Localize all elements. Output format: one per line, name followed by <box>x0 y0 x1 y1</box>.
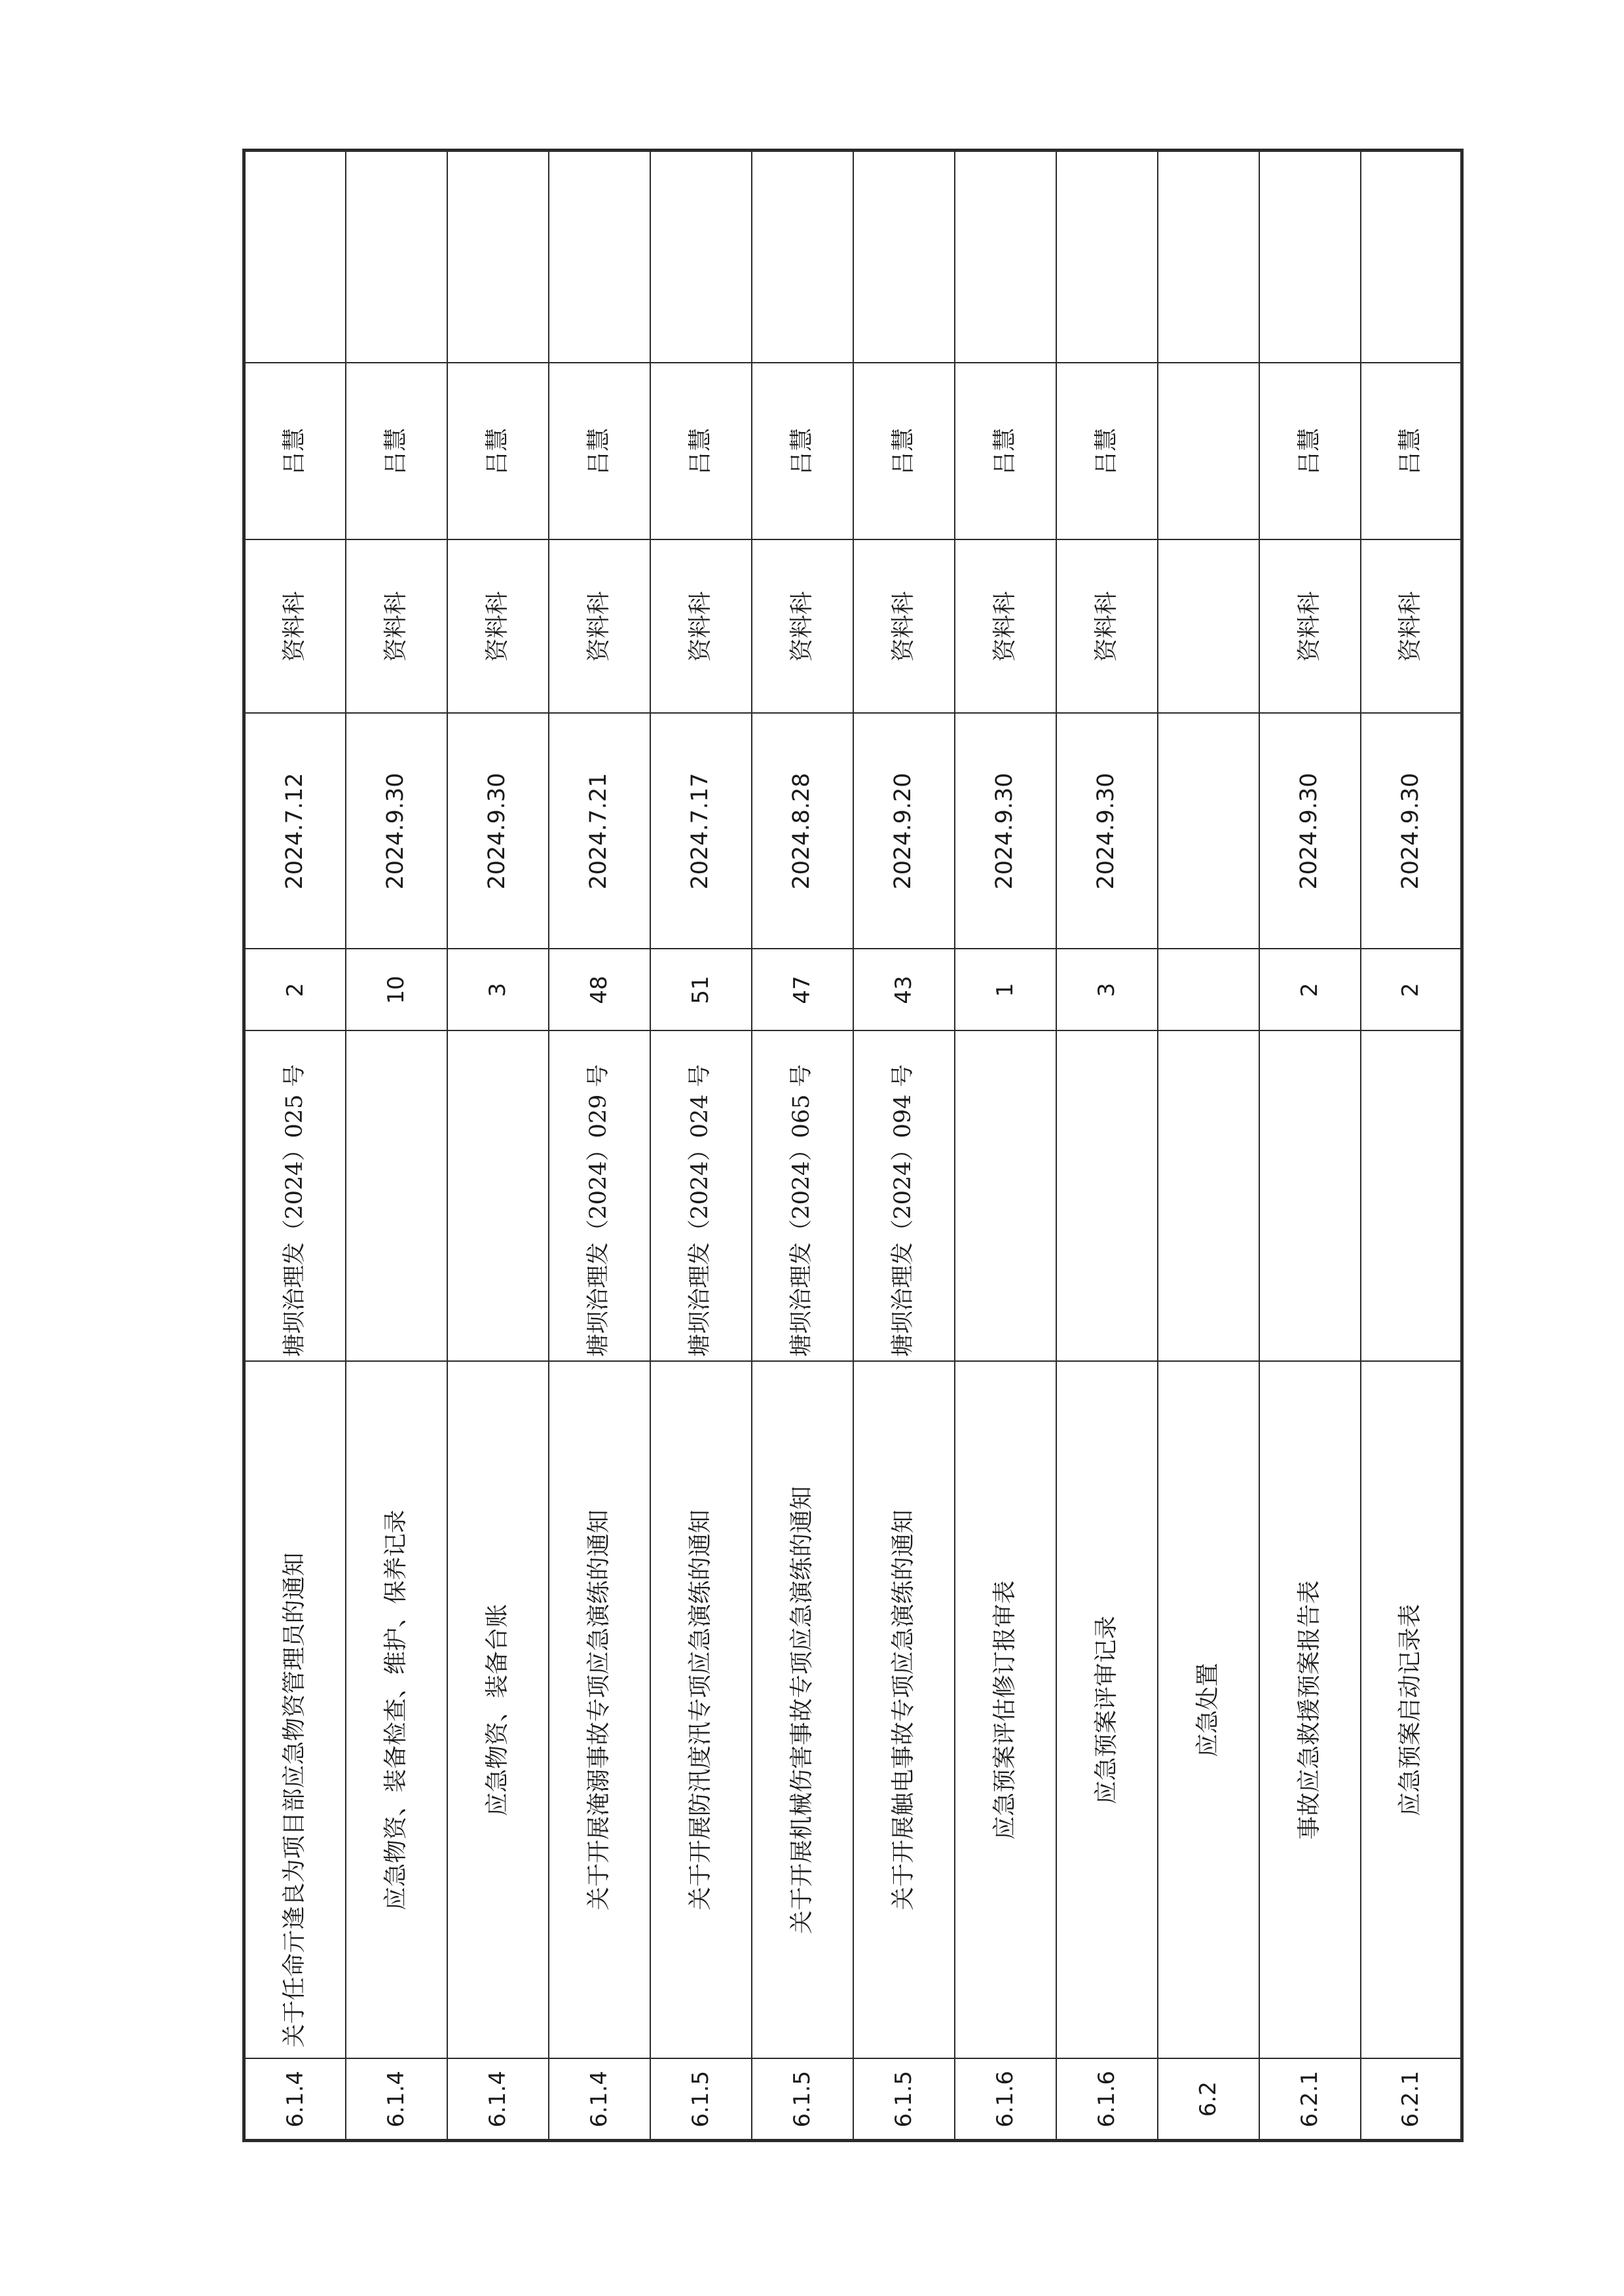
remarks <box>853 151 955 363</box>
department: 资料科 <box>853 540 955 714</box>
document-number <box>346 1031 447 1362</box>
remarks <box>1056 151 1158 363</box>
remarks <box>346 151 447 363</box>
responsible-person: 吕慧 <box>1056 363 1158 540</box>
file-title: 事故应急救援预案报告表 <box>1259 1362 1361 2059</box>
file-date: 2024.7.12 <box>244 714 346 949</box>
table-row <box>346 151 447 2141</box>
responsible-person: 吕慧 <box>650 363 752 540</box>
document-number <box>1158 1031 1259 1362</box>
file-date: 2024.7.17 <box>650 714 752 949</box>
file-date: 2024.7.21 <box>549 714 650 949</box>
department: 资料科 <box>1361 540 1462 714</box>
table-row <box>853 151 955 2141</box>
table-row <box>447 151 549 2141</box>
department: 资料科 <box>346 540 447 714</box>
document-number: 塘坝治理发（2024）024 号 <box>650 1031 752 1362</box>
item-number: 6.1.5 <box>853 2059 955 2141</box>
responsible-person: 吕慧 <box>1259 363 1361 540</box>
file-title: 应急预案评审记录 <box>1056 1362 1158 2059</box>
page-count: 51 <box>650 949 752 1031</box>
department: 资料科 <box>244 540 346 714</box>
responsible-person: 吕慧 <box>955 363 1056 540</box>
remarks <box>244 151 346 363</box>
file-title: 关于开展机械伤害事故专项应急演练的通知 <box>752 1362 853 2059</box>
item-number: 6.1.4 <box>549 2059 650 2141</box>
department: 资料科 <box>752 540 853 714</box>
responsible-person: 吕慧 <box>1361 363 1462 540</box>
file-title: 应急预案启动记录表 <box>1361 1362 1462 2059</box>
file-date: 2024.9.30 <box>1056 714 1158 949</box>
file-date <box>1158 714 1259 949</box>
remarks <box>1361 151 1462 363</box>
page-count <box>1158 949 1259 1031</box>
item-number: 6.2 <box>1158 2059 1259 2141</box>
document-number <box>1361 1031 1462 1362</box>
department: 资料科 <box>1259 540 1361 714</box>
remarks <box>549 151 650 363</box>
item-number: 6.1.4 <box>346 2059 447 2141</box>
responsible-person: 吕慧 <box>752 363 853 540</box>
page-count: 47 <box>752 949 853 1031</box>
page-count: 1 <box>955 949 1056 1031</box>
file-date: 2024.9.30 <box>1259 714 1361 949</box>
table-row <box>752 151 853 2141</box>
item-number: 6.1.6 <box>1056 2059 1158 2141</box>
department: 资料科 <box>447 540 549 714</box>
item-number: 6.2.1 <box>1259 2059 1361 2141</box>
item-number: 6.1.4 <box>447 2059 549 2141</box>
file-title: 应急处置 <box>1158 1362 1259 2059</box>
remarks <box>447 151 549 363</box>
remarks <box>955 151 1056 363</box>
file-date: 2024.9.30 <box>955 714 1056 949</box>
table-row <box>1259 151 1361 2141</box>
table-row <box>1158 151 1259 2141</box>
file-date: 2024.9.30 <box>1361 714 1462 949</box>
table-body <box>244 151 1462 2141</box>
page-count: 43 <box>853 949 955 1031</box>
file-title: 应急物资、装备检查、维护、保养记录 <box>346 1362 447 2059</box>
remarks <box>1259 151 1361 363</box>
department: 资料科 <box>549 540 650 714</box>
file-title: 关于开展触电事故专项应急演练的通知 <box>853 1362 955 2059</box>
table-row <box>650 151 752 2141</box>
table-row <box>1361 151 1462 2141</box>
responsible-person: 吕慧 <box>447 363 549 540</box>
remarks <box>1158 151 1259 363</box>
archive-index-table <box>242 149 1464 2142</box>
responsible-person <box>1158 363 1259 540</box>
table-row <box>1056 151 1158 2141</box>
table-row <box>549 151 650 2141</box>
file-date: 2024.9.30 <box>346 714 447 949</box>
page-count: 2 <box>1361 949 1462 1031</box>
responsible-person: 吕慧 <box>549 363 650 540</box>
document-number: 塘坝治理发（2024）029 号 <box>549 1031 650 1362</box>
page-count: 3 <box>447 949 549 1031</box>
department <box>1158 540 1259 714</box>
department: 资料科 <box>650 540 752 714</box>
remarks <box>650 151 752 363</box>
department: 资料科 <box>955 540 1056 714</box>
document-number <box>1259 1031 1361 1362</box>
file-title: 关于开展淹溺事故专项应急演练的通知 <box>549 1362 650 2059</box>
file-date: 2024.9.30 <box>447 714 549 949</box>
document-number <box>1056 1031 1158 1362</box>
document-number: 塘坝治理发（2024）065 号 <box>752 1031 853 1362</box>
table-row <box>955 151 1056 2141</box>
file-title: 应急预案评估修订报审表 <box>955 1362 1056 2059</box>
rotated-table-wrapper <box>242 152 1424 2142</box>
page-count: 3 <box>1056 949 1158 1031</box>
responsible-person: 吕慧 <box>346 363 447 540</box>
document-number <box>447 1031 549 1362</box>
document-number: 塘坝治理发（2024）025 号 <box>244 1031 346 1362</box>
item-number: 6.1.6 <box>955 2059 1056 2141</box>
item-number: 6.1.5 <box>650 2059 752 2141</box>
file-title: 应急物资、装备台账 <box>447 1362 549 2059</box>
page-count: 48 <box>549 949 650 1031</box>
responsible-person: 吕慧 <box>244 363 346 540</box>
table-row <box>244 151 346 2141</box>
item-number: 6.2.1 <box>1361 2059 1462 2141</box>
file-title: 关于任命亓逢良为项目部应急物资管理员的通知 <box>244 1362 346 2059</box>
remarks <box>752 151 853 363</box>
responsible-person: 吕慧 <box>853 363 955 540</box>
file-title: 关于开展防汛度汛专项应急演练的通知 <box>650 1362 752 2059</box>
page-count: 2 <box>244 949 346 1031</box>
file-date: 2024.9.20 <box>853 714 955 949</box>
page-count: 10 <box>346 949 447 1031</box>
document-number: 塘坝治理发（2024）094 号 <box>853 1031 955 1362</box>
department: 资料科 <box>1056 540 1158 714</box>
page-count: 2 <box>1259 949 1361 1031</box>
item-number: 6.1.5 <box>752 2059 853 2141</box>
item-number: 6.1.4 <box>244 2059 346 2141</box>
document-number <box>955 1031 1056 1362</box>
file-date: 2024.8.28 <box>752 714 853 949</box>
